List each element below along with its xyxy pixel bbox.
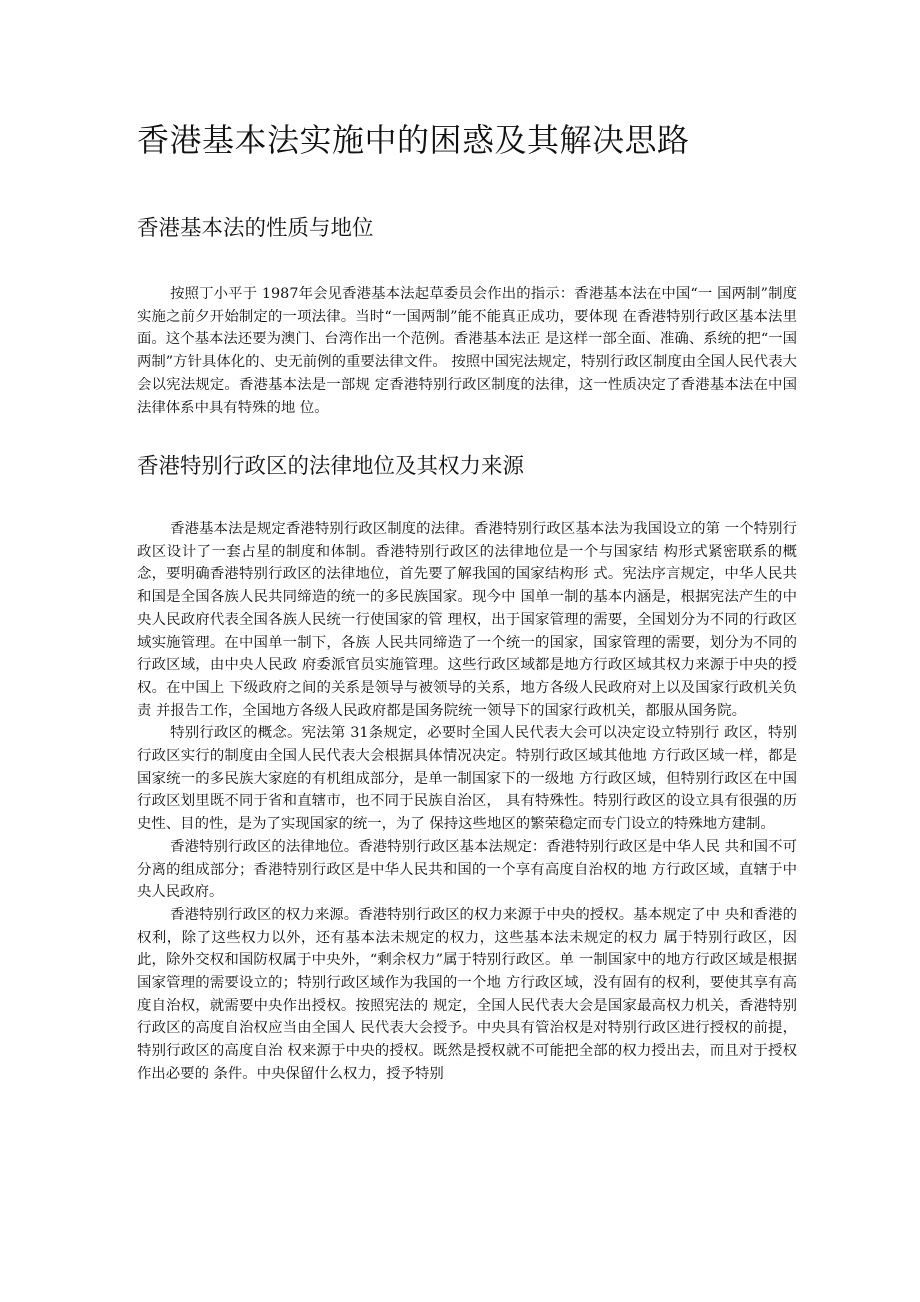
paragraph: 按照丁小平于 1987年会见香港基本法起草委员会作出的指示：香港基本法在中国“一 国两制”制度实施之前夕开始制定的一项法律。当时“一国两制”能不能真正成功，要体现 在香港特别行政区基本法里面。这个基本法还要为澳门、台湾作出一个范例。香港基本法正 是这样一部全面、准确、系统的把“一国两制”方针具体化的、史无前例的重要法律文件。 按照中国宪法规定，特别行政区制度由全国人民代表大会以宪法规定。香港基本法是一部规 定香港特别行政区制度的法律，这一性质决定了香港基本法在中国法律体系中具有特殊的地 位。 (137, 286, 797, 416)
section-body-legal-status-power-source (137, 518, 797, 1086)
paragraph: 特别行政区的概念。宪法第 31条规定，必要时全国人民代表大会可以决定设立特别行 政区，特别行政区实行的制度由全国人民代表大会根据具体情况决定。特别行政区域其他地 方行政区域一样，都是国家统一的多民族大家庭的有机组成部分，是单一制国家下的一级地 方行政区域，但特别行政区在中国行政区划里既不同于省和直辖市，也不同于民族自治区， 具有特殊性。特别行政区的设立具有很强的历史性、目的性，是为了实现国家的统一，为了 保持这些地区的繁荣稳定而专门设立的特殊地方建制。 (137, 725, 797, 833)
section-body-nature-status (137, 283, 797, 419)
paragraph: 香港特别行政区的权力来源。香港特别行政区的权力来源于中央的授权。基本规定了中 央和香港的权利，除了这些权力以外，还有基本法未规定的权力，这些基本法未规定的权力 属于特别行政区，因此，除外交权和国防权属于中央外，“剩余权力”属于特别行政区。单 一制国家中的地方行政区域是根据国家管理的需要设立的；特别行政区域作为我国的一个地 方行政区域，没有固有的权利，要使其享有高度自治权，就需要中央作出授权。按照宪法的 规定，全国人民代表大会是国家最高权力机关，香港特别行政区的高度自治权应当由全国人 民代表大会授予。中央具有管治权是对特别行政区进行授权的前提，特别行政区的高度自治 权来源于中央的授权。既然是授权就不可能把全部的权力授出去，而且对于授权作出必要的 条件。中央保留什么权力，授予特别 (137, 906, 797, 1082)
paragraph: 香港基本法是规定香港特别行政区制度的法律。香港特别行政区基本法为我国设立的第 一个特别行政区设计了一套占星的制度和体制。香港特别行政区的法律地位是一个与国家结 构形式紧密联系的概念，要明确香港特别行政区的法律地位，首先要了解我国的国家结构形 式。宪法序言规定，中华人民共和国是全国各族人民共同缔造的统一的多民族国家。现今中 国单一制的基本内涵是，根据宪法产生的中央人民政府代表全国各族人民统一行使国家的管 理权，出于国家管理的需要，全国划分为不同的行政区域实施管理。在中国单一制下，各族 人民共同缔造了一个统一的国家，国家管理的需要，划分为不同的行政区域，由中央人民政 府委派官员实施管理。这些行政区域都是地方行政区域其权力来源于中央的授权。在中国上 下级政府之间的关系是领导与被领导的关系，地方各级人民政府对上以及国家行政机关负责 并报告工作，全国地方各级人民政府都是国务院统一领导下的国家行政机关，都服从国务院。 (137, 521, 797, 719)
document-title: 香港基本法实施中的困惑及其解决思路 (137, 121, 690, 159)
paragraph: 香港特别行政区的法律地位。香港特别行政区基本法规定：香港特别行政区是中华人民 共和国不可分离的组成部分；香港特别行政区是中华人民共和国的一个享有高度自治权的地 方行政区域，直辖于中央人民政府。 (137, 838, 797, 901)
section-heading-legal-status-power-source: 香港特别行政区的法律地位及其权力来源 (137, 454, 525, 479)
section-heading-nature-status: 香港基本法的性质与地位 (137, 216, 374, 241)
